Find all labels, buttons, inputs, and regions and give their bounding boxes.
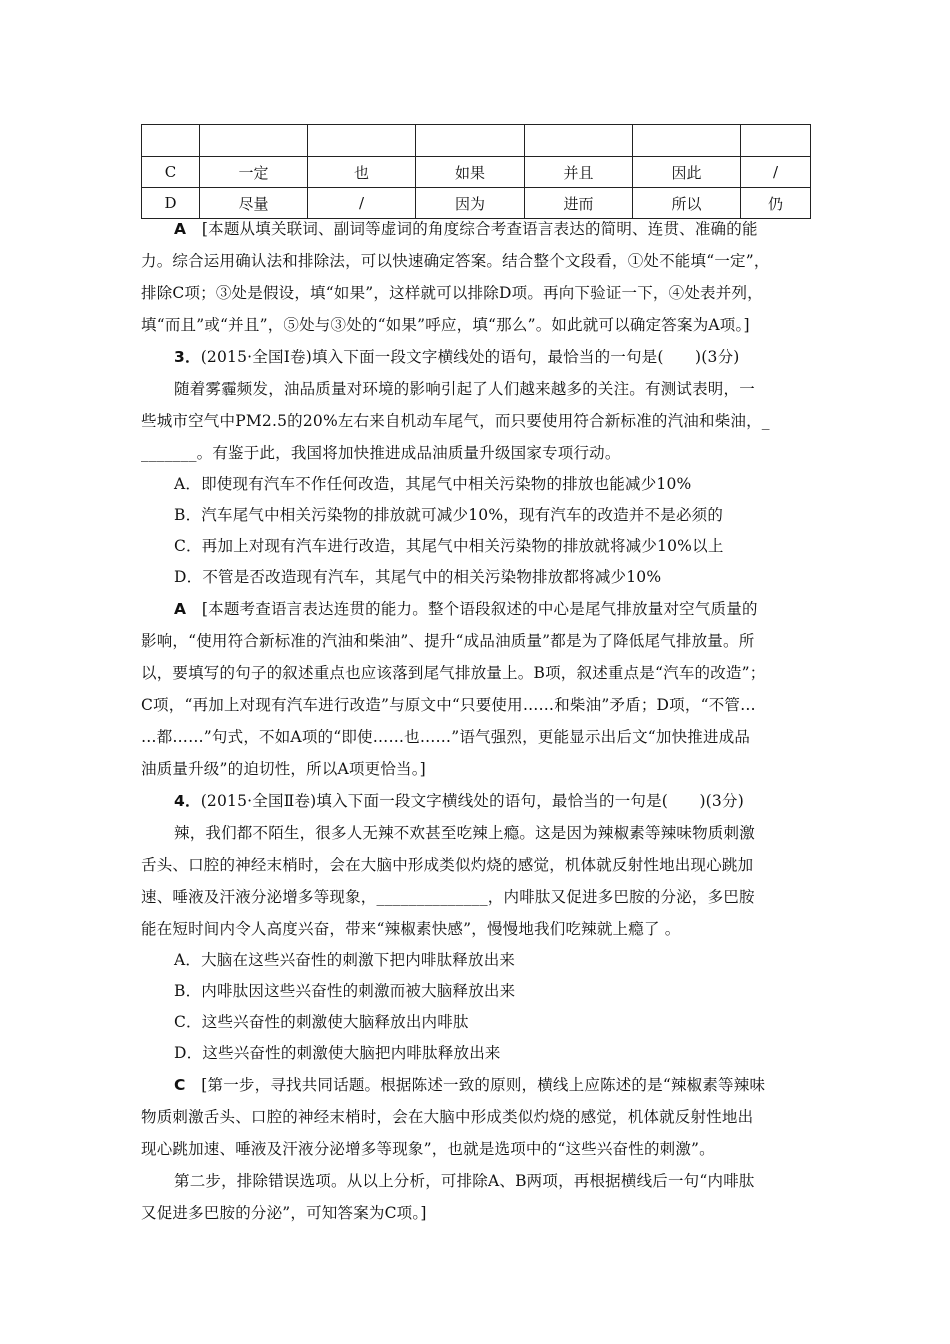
table-cell: 并且 [525, 157, 633, 188]
q3-answer-letter: A [174, 600, 187, 618]
table-cell: 因此 [633, 157, 741, 188]
table-cell: D [142, 188, 200, 219]
table-cell: / [308, 188, 416, 219]
q3-option-d: D．不管是否改造现有汽车，其尾气中的相关污染物排放都将减少10% [174, 568, 662, 586]
q4-answer-letter: C [174, 1076, 186, 1094]
q2-answer-letter: A [174, 220, 187, 238]
q4-number: 4． [174, 792, 201, 810]
q3-option-a: A．即使现有汽车不作任何改造，其尾气中相关污染物的排放也能减少10% [174, 475, 692, 493]
q2-answer-line: 排除C项；③处是假设，填“如果”，这样就可以排除D项。再向下验证一下，④处表并列， [141, 284, 763, 302]
q4-answer-line: 现心跳加速、唾液及汗液分泌增多等现象”，也就是选项中的“这些兴奋性的刺激”。 [141, 1140, 715, 1158]
table-cell: 也 [308, 157, 416, 188]
q4-passage-line: 能在短时间内令人高度兴奋，带来“辣椒素快感”，慢慢地我们吃辣就上瘾了 。 [141, 920, 681, 938]
q2-answer-line: A [本题从填关联词、副词等虚词的角度综合考查语言表达的简明、连贯、准确的能 [174, 220, 758, 238]
q3-answer-line: …都……”句式，不如A项的“即使……也……”语气强烈，更能显示出后文“加快推进成品 [141, 728, 751, 746]
table-cell: 因为 [416, 188, 525, 219]
table-row [142, 157, 811, 188]
q3-passage-line: _______。有鉴于此，我国将加快推进成品油质量升级国家专项行动。 [141, 444, 621, 462]
q4-passage-line: 速、唾液及汗液分泌增多等现象，______________，内啡肽又促进多巴胺的分泌，多巴胺 [141, 888, 755, 906]
q4-answer-line: 物质刺激舌头、口腔的神经末梢时，会在大脑中形成类似灼烧的感觉，机体就反射性地出 [141, 1108, 754, 1126]
q2-answer-line: 力。综合运用确认法和排除法，可以快速确定答案。结合整个文段看，①处不能填“一定”， [141, 252, 770, 270]
q2-answer-line: 填“而且”或“并且”，⑤处与③处的“如果”呼应，填“那么”。如此就可以确定答案为A项。] [141, 316, 750, 334]
table-cell [741, 125, 811, 157]
table-cell [525, 125, 633, 157]
table-cell: 如果 [416, 157, 525, 188]
q4-step2-line: 又促进多巴胺的分泌”，可知答案为C项。] [141, 1204, 427, 1222]
q4-passage-line: 辣，我们都不陌生，很多人无辣不欢甚至吃辣上瘾。这是因为辣椒素等辣味物质刺激 [174, 824, 755, 842]
table-cell [308, 125, 416, 157]
table-cell: 尽量 [200, 188, 308, 219]
table-row [142, 188, 811, 219]
q4-option-a: A．大脑在这些兴奋性的刺激下把内啡肽释放出来 [174, 951, 516, 969]
table-cell: 一定 [200, 157, 308, 188]
q4-stem: 4．(2015·全国Ⅱ卷)填入下面一段文字横线处的语句，最恰当的一句是( )(3分) [174, 792, 744, 810]
table-cell [633, 125, 741, 157]
q3-stem: 3．(2015·全国Ⅰ卷)填入下面一段文字横线处的语句，最恰当的一句是( )(3分) [174, 348, 740, 366]
q4-option-b: B．内啡肽因这些兴奋性的刺激而被大脑释放出来 [174, 982, 516, 1000]
table-cell: 所以 [633, 188, 741, 219]
q3-answer-line: C项，“再加上对现有汽车进行改造”与原文中“只要使用……和柴油”矛盾；D项，“不管… [141, 696, 756, 714]
answer-options-table [141, 124, 811, 219]
q4-step2-line: 第二步，排除错误选项。从以上分析，可排除A、B两项，再根据横线后一句“内啡肽 [174, 1172, 755, 1190]
q3-answer-line: 油质量升级”的迫切性，所以A项更恰当。] [141, 760, 426, 778]
q3-number: 3． [174, 348, 201, 366]
table-cell: 仍 [741, 188, 811, 219]
q3-option-b: B．汽车尾气中相关污染物的排放就可减少10%，现有汽车的改造并不是必须的 [174, 506, 724, 524]
q3-answer-line: A [本题考查语言表达连贯的能力。整个语段叙述的中心是尾气排放量对空气质量的 [174, 600, 758, 618]
q3-answer-line: 影响，“使用符合新标准的汽油和柴油”、提升“成品油质量”都是为了降低尾气排放量。所 [141, 632, 755, 650]
table-cell: 进而 [525, 188, 633, 219]
q3-passage-line: 随着雾霾频发，油品质量对环境的影响引起了人们越来越多的关注。有测试表明，一 [174, 380, 755, 398]
q3-passage-line: 些城市空气中PM2.5的20%左右来自机动车尾气，而只要使用符合新标准的汽油和柴油，_ [141, 412, 770, 430]
table-cell [200, 125, 308, 157]
table-cell: C [142, 157, 200, 188]
q3-answer-line: 以，要填写的句子的叙述重点也应该落到尾气排放量上。B项，叙述重点是“汽车的改造”； [141, 664, 766, 682]
table-cell [416, 125, 525, 157]
q4-passage-line: 舌头、口腔的神经末梢时，会在大脑中形成类似灼烧的感觉，机体就反射性地出现心跳加 [141, 856, 754, 874]
table-cell [142, 125, 200, 157]
q4-option-d: D．这些兴奋性的刺激使大脑把内啡肽释放出来 [174, 1044, 501, 1062]
q3-option-c: C．再加上对现有汽车进行改造，其尾气中相关污染物的排放就将减少10%以上 [174, 537, 724, 555]
table-row [142, 125, 811, 157]
q4-option-c: C．这些兴奋性的刺激使大脑释放出内啡肽 [174, 1013, 469, 1031]
q4-answer-line: C [第一步，寻找共同话题。根据陈述一致的原则，横线上应陈述的是“辣椒素等辣味 [174, 1076, 766, 1094]
table-cell: / [741, 157, 811, 188]
